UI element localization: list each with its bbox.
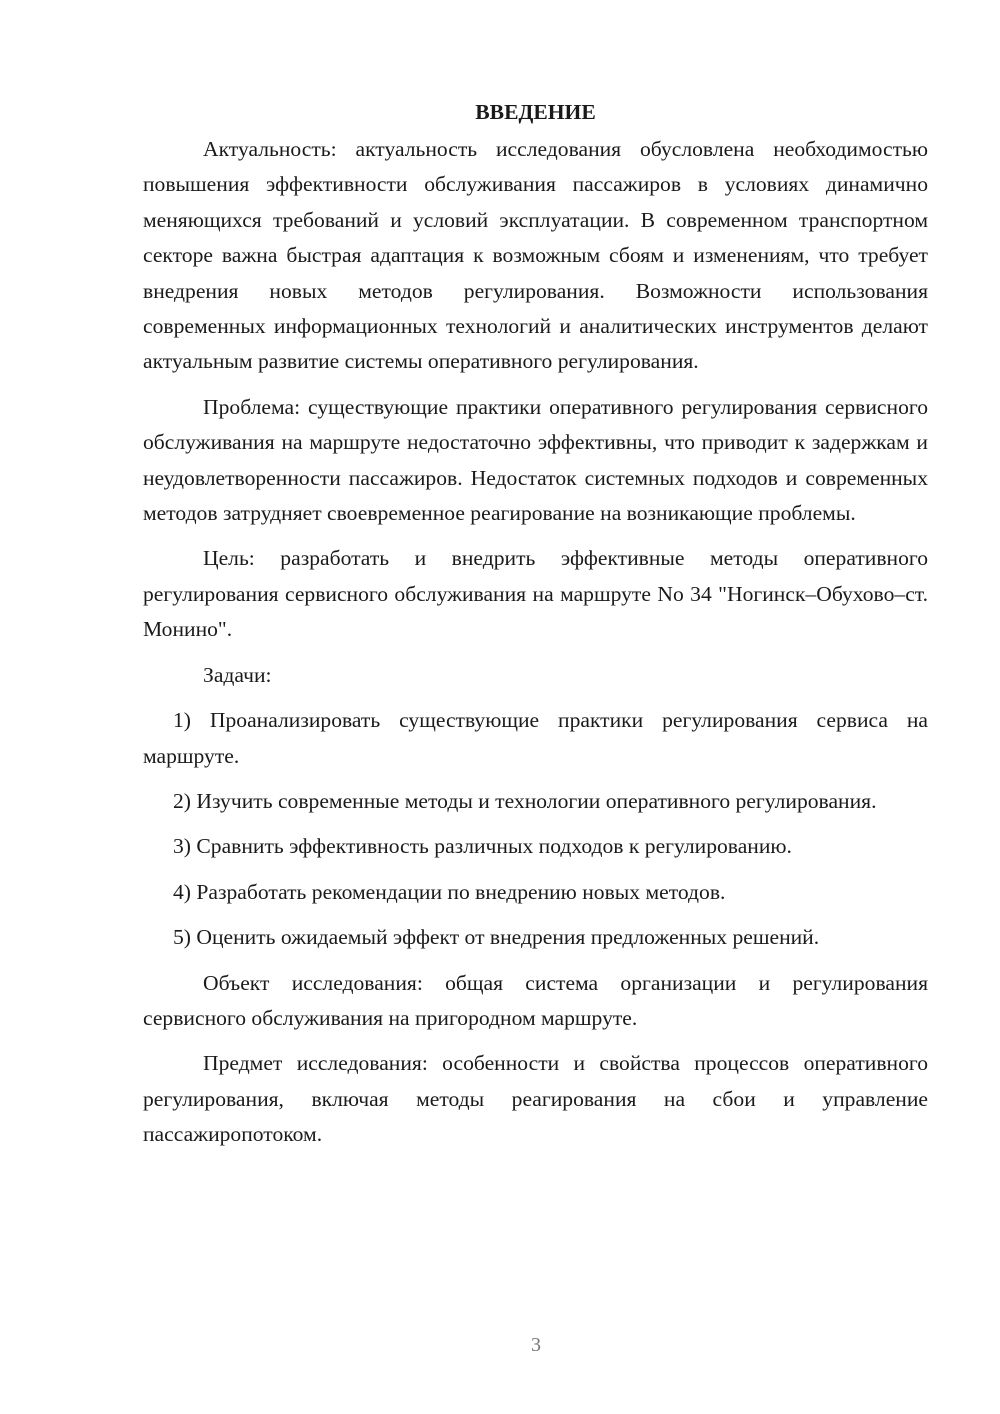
task-item-4: 4) Разработать рекомендации по внедрению новых методов. xyxy=(173,879,726,904)
tasks-heading: Задачи: xyxy=(203,662,272,687)
section-title: ВВЕДЕНИЕ xyxy=(475,100,596,124)
task-item-1: 1) Проанализировать существующие практики регулирования сервиса на маршруте. xyxy=(143,708,928,768)
object-paragraph: Объект исследования: общая система организации и регулирования сервисного обслуживания на пригородном маршруте. xyxy=(143,970,928,1030)
problem-paragraph: Проблема: существующие практики оперативного регулирования сервисного обслуживания на маршруте недостаточно эффективны, что приводит к задержкам и неудовлетворенности пассажиров. Недостаток системных подходов и современных методов затрудняет своевременное реагирование на возникающие проблемы. xyxy=(143,394,928,526)
page-content xyxy=(143,96,928,1163)
relevance-paragraph: Актуальность: актуальность исследования обусловлена необходимостью повышения эффективности обслуживания пассажиров в условиях динамично меняющихся требований и условий эксплуатации. В современном транспортном секторе важна быстрая адаптация к возможным сбоям и изменениям, что требует внедрения новых методов регулирования. Возможности использования современных информационных технологий и аналитических инструментов делают актуальным развитие системы оперативного регулирования. xyxy=(143,137,928,374)
page-number: 3 xyxy=(531,1334,541,1356)
goal-paragraph: Цель: разработать и внедрить эффективные методы оперативного регулирования сервисного обслуживания на маршруте No 34 "Ногинск–Обухово–ст. Монино". xyxy=(143,546,928,642)
subject-paragraph: Предмет исследования: особенности и свойства процессов оперативного регулирования, включая методы реагирования на сбои и управление пассажиропотоком. xyxy=(143,1051,928,1147)
task-item-2: 2) Изучить современные методы и технологии оперативного регулирования. xyxy=(173,788,877,813)
task-item-3: 3) Сравнить эффективность различных подходов к регулированию. xyxy=(173,834,792,859)
task-item-5: 5) Оценить ожидаемый эффект от внедрения предложенных решений. xyxy=(173,925,820,950)
